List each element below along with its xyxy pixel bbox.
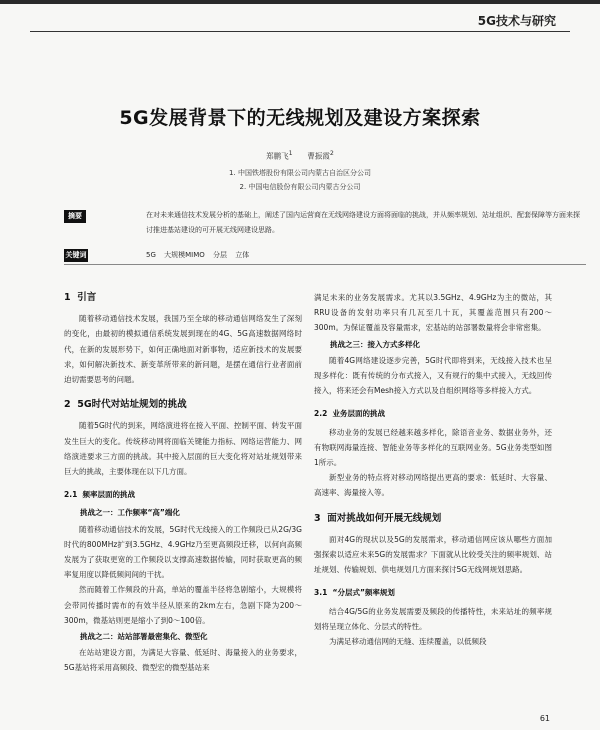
paragraph: 满足未来的业务发展需求。尤其以3.5GHz、4.9GHz为主的微站，其RRU设备的发射功率只有几瓦至几十瓦，其覆盖范围只有200～300m。为保证覆盖及容量需求，宏基站的站部署数量将会非常密集。 (314, 293, 552, 333)
section-heading: 1 引言 (64, 292, 97, 303)
author-name: 曹振霞 (307, 151, 330, 161)
paragraph: 为满足移动通信网的无缝、连续覆盖，以低频段 (329, 637, 487, 647)
keywords-list (146, 250, 255, 260)
affiliation: 2. 中国电信股份有限公司内蒙古分公司 (239, 183, 361, 191)
paragraph: 新型业务的特点将对移动网络提出更高的要求：低延时、大容量、高速率、海量接入等。 (314, 473, 552, 498)
challenge-heading: 挑战之二：站站部署最密集化、微型化 (80, 632, 208, 642)
running-header (0, 0, 600, 32)
subsection-heading: 3.1 “分层式”频率规划 (314, 588, 395, 598)
paragraph: 移动业务的发展已经越来越多样化，除语音业务、数据业务外，还有物联网海量连接、智能业务等多样化的互联网业务。5G业务类型如图1所示。 (314, 427, 552, 468)
author-mark: 2 (329, 150, 334, 157)
author-line (0, 150, 600, 162)
section-heading: 3 面对挑战如何开展无线规划 (314, 512, 442, 524)
header-bar (0, 0, 600, 4)
author-name: 郑鹏飞 (266, 151, 289, 161)
page-number: 61 (539, 714, 550, 723)
keywords-rule (64, 264, 586, 265)
keyword: 分层 (213, 251, 228, 259)
keyword: 5G (146, 251, 156, 259)
abstract-label: 摘要 (64, 210, 86, 223)
paragraph: 随着4G网络建设逐步完善，5G时代即将到来，无线接入技术也呈现多样化：既有传统的分布式接入，又有规行的集中式接入，无线回传接入，将来还会有Mesh接入方式以及自组织网络等多样接入方式。 (314, 355, 552, 396)
challenge-heading: 挑战之一：工作频率“高”端化 (80, 508, 180, 518)
paragraph: 结合4G/5G的业务发展需要及频段的传播特性，未来站址的频率规划将呈现立体化、分层式的特性。 (314, 606, 552, 631)
paragraph: 随着移动通信技术的发展，5G时代无线接入的工作频段已从2G/3G时代的800MHz扩到3.5GHz、4.9GHz乃至更高频段迁移，以何向高频发展为了获取更宽的工作频段以支撑高速数据传输，同时获取更高的频率复用度以降低频间间的干扰。 (64, 524, 302, 580)
subsection-heading: 2.1 频率层面的挑战 (64, 490, 136, 500)
paragraph: 然而随着工作频段的升高，单站的覆盖半径将急剧缩小，大规模将会带同传播时需布的有效半径从原来的2km左右，急剧下降为200～300m，微基站则更是缩小了到0～100倍。 (64, 585, 302, 625)
affiliation: 1. 中国铁塔股份有限公司内蒙古自治区分公司 (229, 169, 371, 177)
paragraph: 在站站建设方面，为满足大容量、低延时、海量接入的业务要求，5G基站将采用高频段、微型宏的微型基站来 (64, 648, 302, 673)
section-label: 5G技术与研究 (477, 14, 556, 28)
abstract-text: 在对未来通信技术发展分析的基础上，阐述了国内运营商在无线网络建设方面将面临的挑战，并从频率规划、站址组织、配套保障等方面来探讨推进基站建设的可开展无线网建设思路。 (146, 211, 580, 234)
paragraph: 随着移动通信技术发展，我国乃至全球的移动通信网络发生了深刻的变化，由最初的模拟通信系统发展到现在的4G、5G高速数据网络时代，在新的发展形势下，如何正确地面对新事物，适应新技术的发展要求，如何解决新技术、新变革所带来的新问题，是摆在通信行业者面前迫切需要思考的问题。 (64, 314, 302, 385)
challenge-heading: 挑战之三：接入方式多样化 (330, 339, 420, 349)
paragraph: 随着5G时代的到来，网络演进将在接入平面、控制平面、转发平面发生巨大的变化。传统移动网将面临关键能力指标、网络运营能力、网络演进要求三方面的挑战。其中接入层面的巨大变化将对站址规划带来巨大的挑战，主要体现在以下几方面。 (64, 421, 302, 477)
keywords-label: 关键词 (64, 249, 88, 262)
left-column (64, 290, 302, 676)
paragraph: 面对4G的现状以及5G的发展需求，移动通信网应该从哪些方面加强探索以适应未来5G的发展需求？下面就从比较受关注的频率规划、站址规划、传输规划、供电规划几方面来探讨5G无线网规划思路。 (314, 534, 552, 575)
paper-title: 5G发展背景下的无线规划及建设方案探索 (119, 107, 481, 129)
keyword: 立体 (235, 251, 250, 259)
subsection-heading: 2.2 业务层面的挑战 (314, 409, 386, 419)
header-rule (30, 31, 570, 32)
author-mark: 1 (288, 150, 293, 157)
section-heading: 2 5G时代对站址规划的挑战 (64, 399, 187, 411)
keyword: 大规模MIMO (164, 251, 205, 259)
right-column (314, 290, 552, 649)
